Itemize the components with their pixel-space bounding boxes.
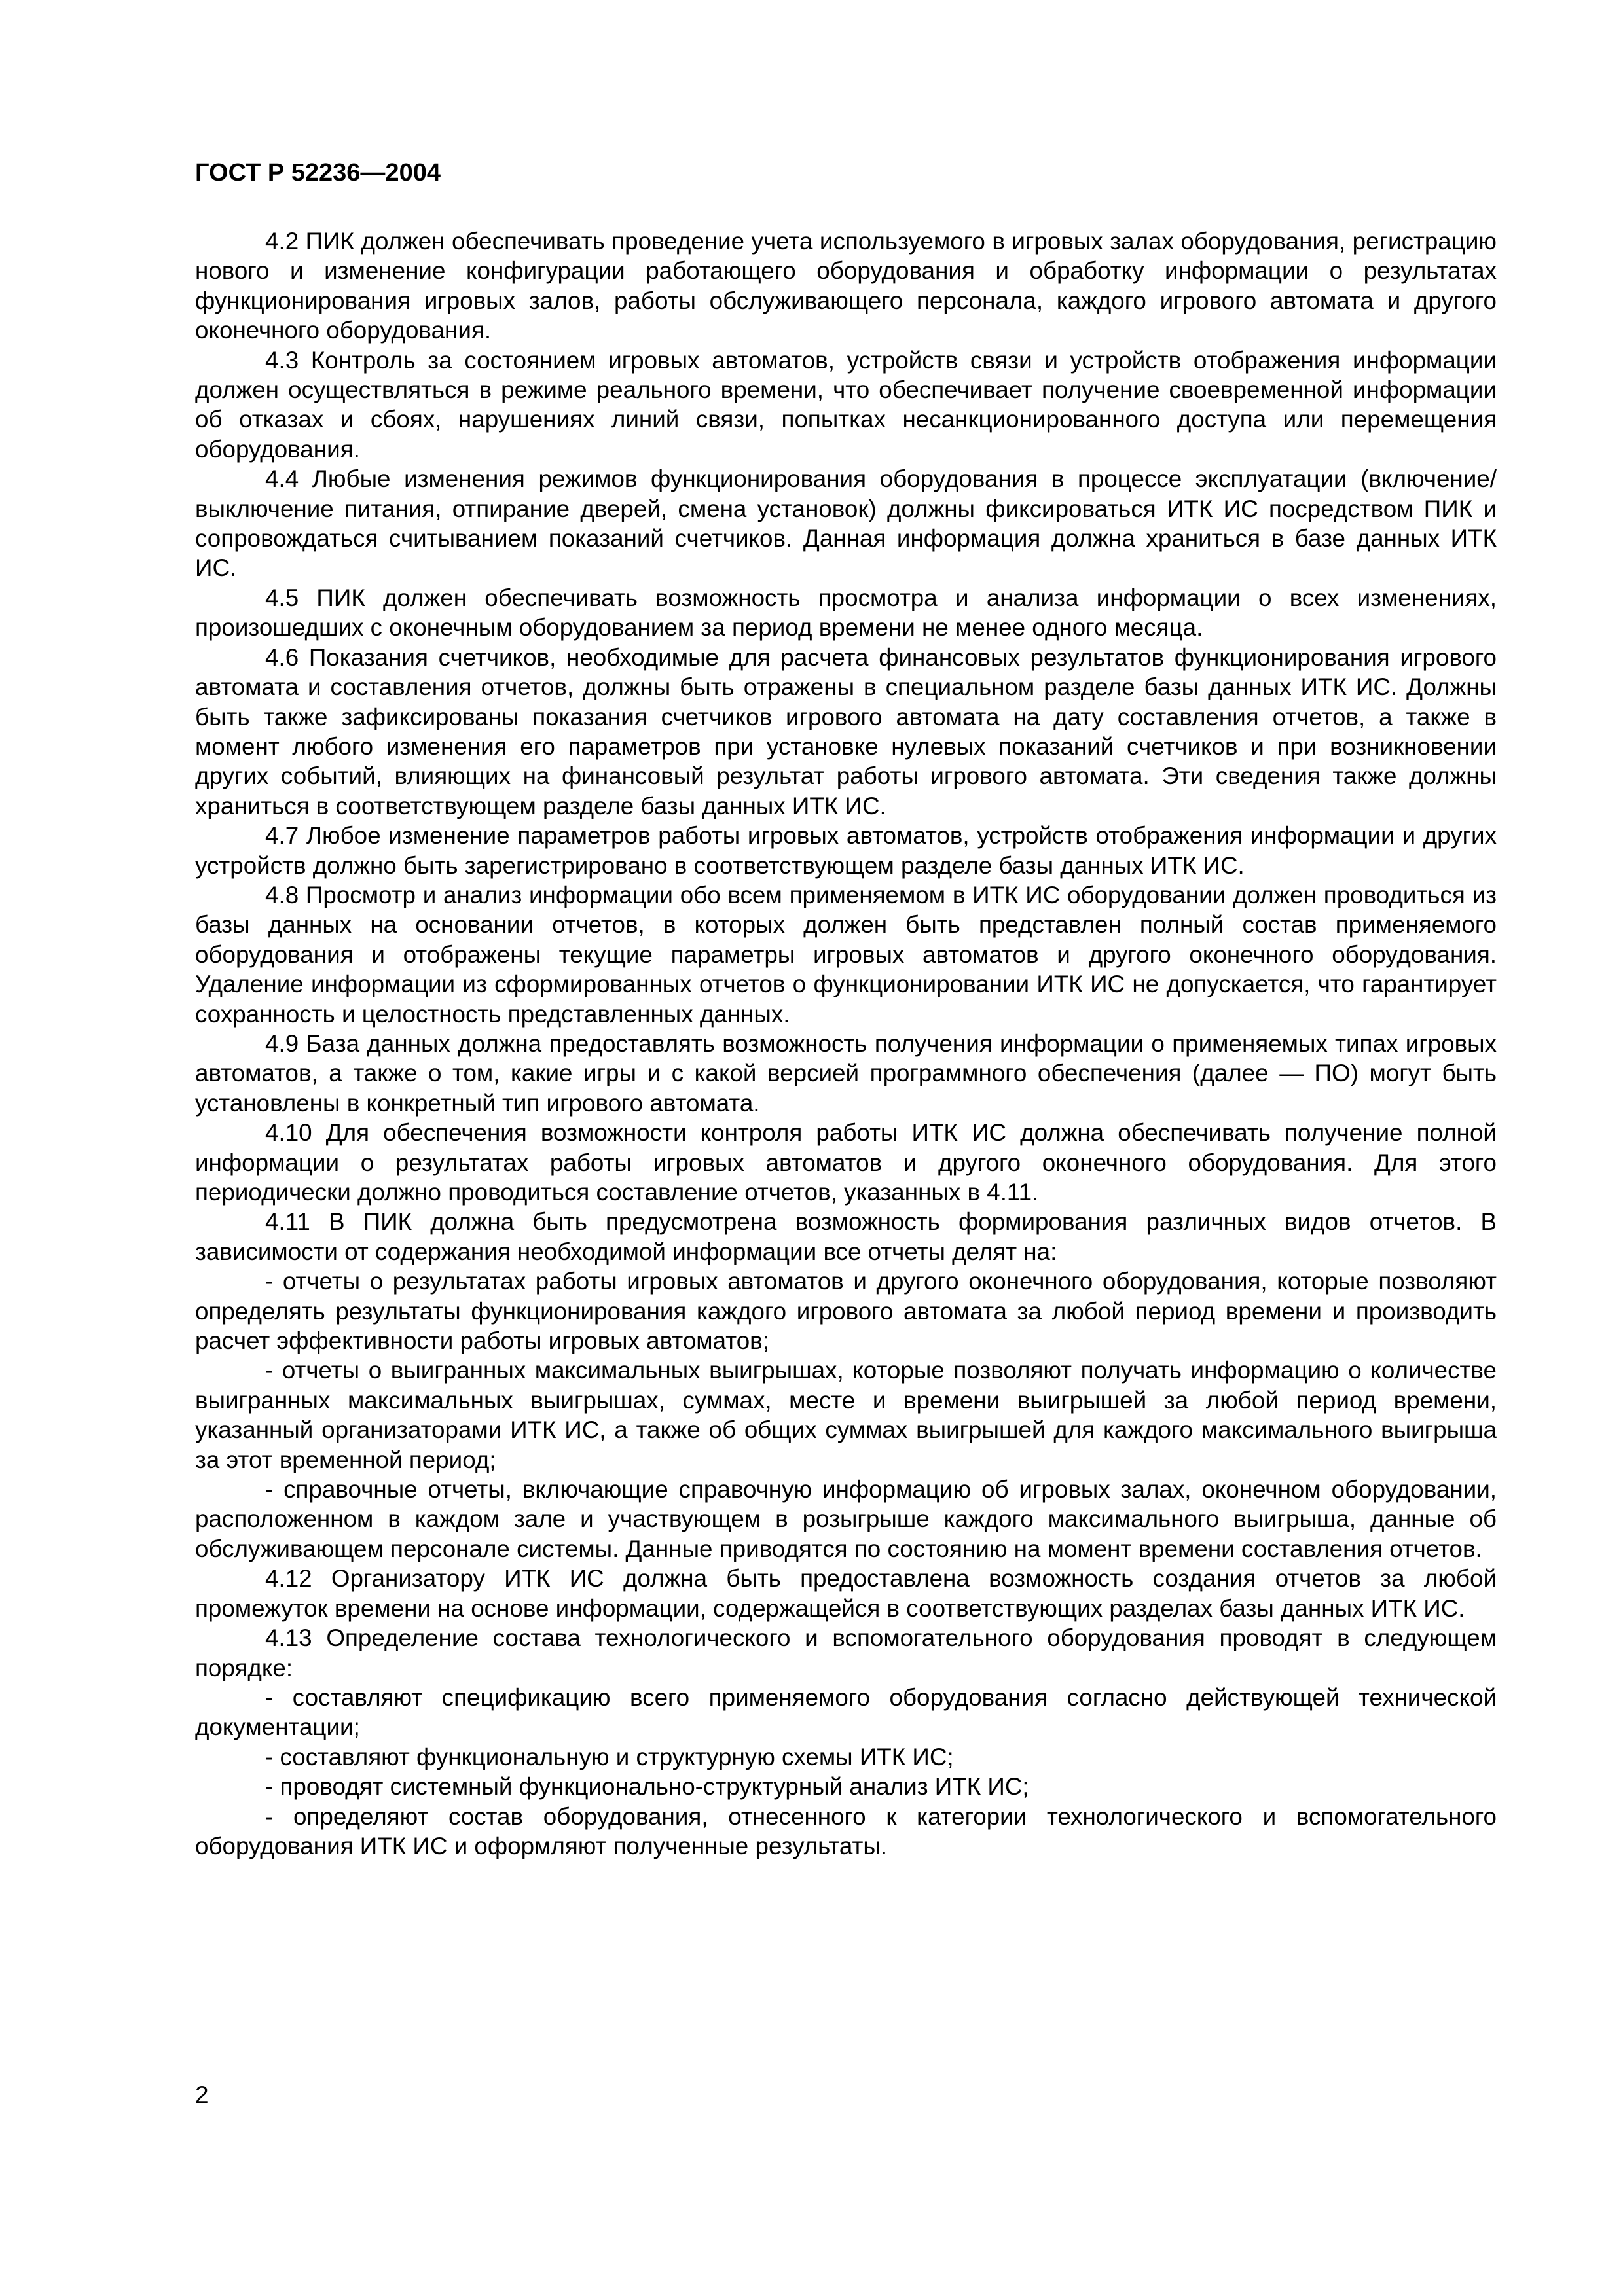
list-item-report-winnings: - отчеты о выигранных максимальных выигрышах, которые позволяют получать информацию о количестве выигранных максимальных выигрышах, суммах, месте и времени выигрышей за любой период времени, указанный организаторами ИТК ИС, а также об общих суммах выигрышей для каждого максимального выигрыша за этот временной период;: [195, 1357, 1497, 1473]
page-number: 2: [195, 2081, 209, 2108]
paragraph-4-11: 4.11 В ПИК должна быть предусмотрена возможность формирования различных видов отчетов. В зависимости от содержания необходимой информации все отчеты делят на:: [195, 1208, 1497, 1265]
paragraph-4-2: 4.2 ПИК должен обеспечивать проведение учета используемого в игровых залах оборудования, регистрацию нового и изменение конфигурации работающего оборудования и обработку информации о результатах функционирования игровых залов, работы обслуживающего персонала, каждого игрового автомата и другого оконечного оборудования.: [195, 228, 1497, 344]
list-item-report-results: - отчеты о результатах работы игровых автоматов и другого оконечного оборудования, которые позволяют определять результаты функционирования каждого игрового автомата за любой период времени и производить расчет эффективности работы игровых автоматов;: [195, 1268, 1497, 1355]
paragraph-4-7: 4.7 Любое изменение параметров работы игровых автоматов, устройств отображения информации и других устройств должно быть зарегистрировано в соответствующем разделе базы данных ИТК ИС.: [195, 822, 1497, 879]
paragraph-4-5: 4.5 ПИК должен обеспечивать возможность просмотра и анализа информации о всех изменениях, произошедших с оконечным оборудованием за период времени не менее одного месяца.: [195, 584, 1497, 641]
paragraph-4-10: 4.10 Для обеспечения возможности контроля работы ИТК ИС должна обеспечивать получение полной информации о результатах работы игровых автоматов и другого оконечного оборудования. Для этого периодически должно проводиться составление отчетов, указанных в 4.11.: [195, 1119, 1497, 1206]
list-item-analysis: - проводят системный функционально-структурный анализ ИТК ИС;: [265, 1773, 1029, 1801]
paragraph-4-6: 4.6 Показания счетчиков, необходимые для расчета финансовых результатов функционирования игрового автомата и составления отчетов, должны быть отражены в специальном разделе базы данных ИТК ИС. Должны быть также зафиксированы показания счетчиков игрового автомата на дату составления отчетов, а также в момент любого изменения его параметров при установке нулевых показаний счетчиков и при возникновении других событий, влияющих на финансовый результат работы игрового автомата. Эти сведения также должны храниться в соответствующем разделе базы данных ИТК ИС.: [195, 643, 1497, 819]
list-item-schemes: - составляют функциональную и структурную схемы ИТК ИС;: [265, 1743, 954, 1770]
paragraph-4-3: 4.3 Контроль за состоянием игровых автоматов, устройств связи и устройств отображения информации должен осуществляться в режиме реального времени, что обеспечивает получение своевременной информации об отказах и сбоях, нарушениях линий связи, попытках несанкционированного доступа или перемещения оборудования.: [195, 346, 1497, 463]
document-header: ГОСТ Р 52236—2004: [195, 159, 441, 187]
document-body: [195, 226, 1497, 1861]
paragraph-4-8: 4.8 Просмотр и анализ информации обо всем применяемом в ИТК ИС оборудовании должен проводиться из базы данных на основании отчетов, в которых должен быть представлен полный состав применяемого оборудования и отображены текущие параметры игровых автоматов и другого оконечного оборудования. Удаление информации из сформированных отчетов о функционировании ИТК ИС не допускается, что гарантирует сохранность и целостность представленных данных.: [195, 881, 1497, 1028]
paragraph-4-13: 4.13 Определение состава технологического и вспомогательного оборудования проводят в следующем порядке:: [195, 1624, 1497, 1681]
paragraph-4-4: 4.4 Любые изменения режимов функционирования оборудования в процессе эксплуатации (включение/выключение питания, отпирание дверей, смена установок) должны фиксироваться ИТК ИС посредством ПИК и сопровождаться считыванием показаний счетчиков. Данная информация должна храниться в базе данных ИТК ИС.: [195, 465, 1497, 582]
paragraph-4-12: 4.12 Организатору ИТК ИС должна быть предоставлена возможность создания отчетов за любой промежуток времени на основе информации, содержащейся в соответствующих разделах базы данных ИТК ИС.: [195, 1565, 1497, 1622]
list-item-composition: - определяют состав оборудования, отнесенного к категории технологического и вспомогательного оборудования ИТК ИС и оформляют полученные результаты.: [195, 1803, 1497, 1859]
list-item-report-reference: - справочные отчеты, включающие справочную информацию об игровых залах, оконечном оборудовании, расположенном в каждом зале и участвующем в розыгрыше каждого максимального выигрыша, данные об обслуживающем персонале системы. Данные приводятся по состоянию на момент времени составления отчетов.: [195, 1476, 1497, 1562]
paragraph-4-9: 4.9 База данных должна предоставлять возможность получения информации о применяемых типах игровых автоматов, а также о том, какие игры и с какой версией программного обеспечения (далее — ПО) могут быть установлены в конкретный тип игрового автомата.: [195, 1030, 1497, 1117]
list-item-specification: - составляют спецификацию всего применяемого оборудования согласно действующей технической документации;: [195, 1683, 1497, 1741]
